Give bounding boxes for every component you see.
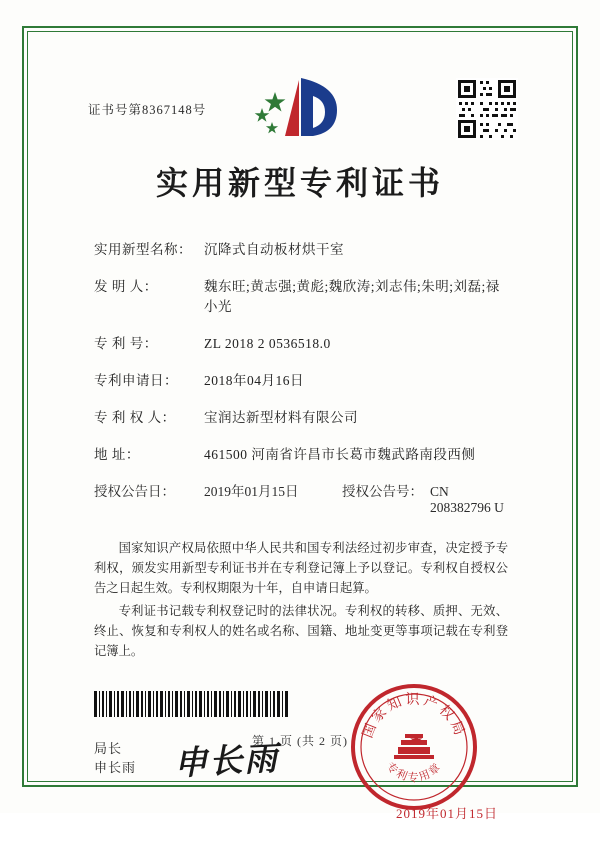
director-name: 申长雨	[94, 760, 137, 775]
certificate-number: 证书号第8367148号	[88, 103, 207, 117]
field-value: 沉降式自动板材烘干室	[204, 242, 344, 257]
field-label: 专 利 号：	[94, 336, 158, 351]
svg-text:专利专用章: 专利专用章	[383, 760, 445, 784]
legal-paragraph-1: 国家知识产权局依照中华人民共和国专利法经过初步审查，决定授予专利权，颁发实用新型专利证书并在专利登记簿上予以登记。专利权自授权公告之日起生效。专利权期限为十年，自申请日起算。	[94, 541, 508, 595]
field-label: 实用新型名称：	[94, 242, 192, 257]
seal-date: 2019年01月15日	[395, 806, 498, 821]
field-utility-model-name	[94, 238, 510, 258]
field-value: 2019年01月15日	[204, 484, 299, 499]
legal-paragraph-2: 专利证书记载专利权登记时的法律状况。专利权的转移、质押、无效、终止、恢复和专利权人的姓名或名称、国籍、地址变更等事项记载在专利登记簿上。	[94, 604, 508, 658]
svg-text:国家知识产权局: 国家知识产权局	[360, 693, 468, 741]
field-value: 魏东旺;黄志强;黄彪;魏欣涛;刘志伟;朱明;刘磊;禄小光	[204, 279, 500, 314]
field-patentee	[94, 406, 510, 426]
field-grant-date	[94, 480, 342, 500]
field-value: 461500 河南省许昌市长葛市魏武路南段西侧	[204, 447, 476, 462]
qr-code-icon	[456, 78, 518, 140]
field-value: 宝润达新型材料有限公司	[204, 410, 358, 425]
field-application-date	[94, 369, 510, 389]
director-label: 局长	[94, 741, 123, 756]
field-value: CN 208382796 U	[430, 484, 504, 515]
field-label: 授权公告日：	[94, 484, 175, 499]
certificate-footer	[62, 691, 538, 841]
handwritten-signature: 申长雨	[173, 741, 281, 783]
cnipa-logo-icon	[245, 74, 355, 140]
page-title: 实用新型专利证书	[155, 165, 444, 201]
legal-text	[62, 538, 538, 661]
field-label: 地 址：	[94, 447, 140, 462]
field-label: 授权公告号：	[342, 484, 423, 499]
page-indicator: 第 1 页 (共 2 页)	[252, 734, 348, 748]
field-value: ZL 2018 2 0536518.0	[204, 336, 331, 351]
field-patent-number	[94, 332, 510, 352]
field-label: 专 利 权 人：	[94, 410, 176, 425]
field-announcement-number	[342, 480, 510, 516]
field-label: 发 明 人：	[94, 279, 158, 294]
field-label: 专利申请日：	[94, 373, 178, 388]
certificate-header	[62, 62, 538, 148]
barcode-icon	[94, 691, 290, 717]
field-value: 2018年04月16日	[204, 373, 304, 388]
certificate-content	[26, 28, 574, 821]
field-address	[94, 443, 510, 463]
field-inventors	[94, 275, 510, 315]
certificate-fields	[62, 238, 538, 516]
field-grant-row	[94, 480, 510, 516]
